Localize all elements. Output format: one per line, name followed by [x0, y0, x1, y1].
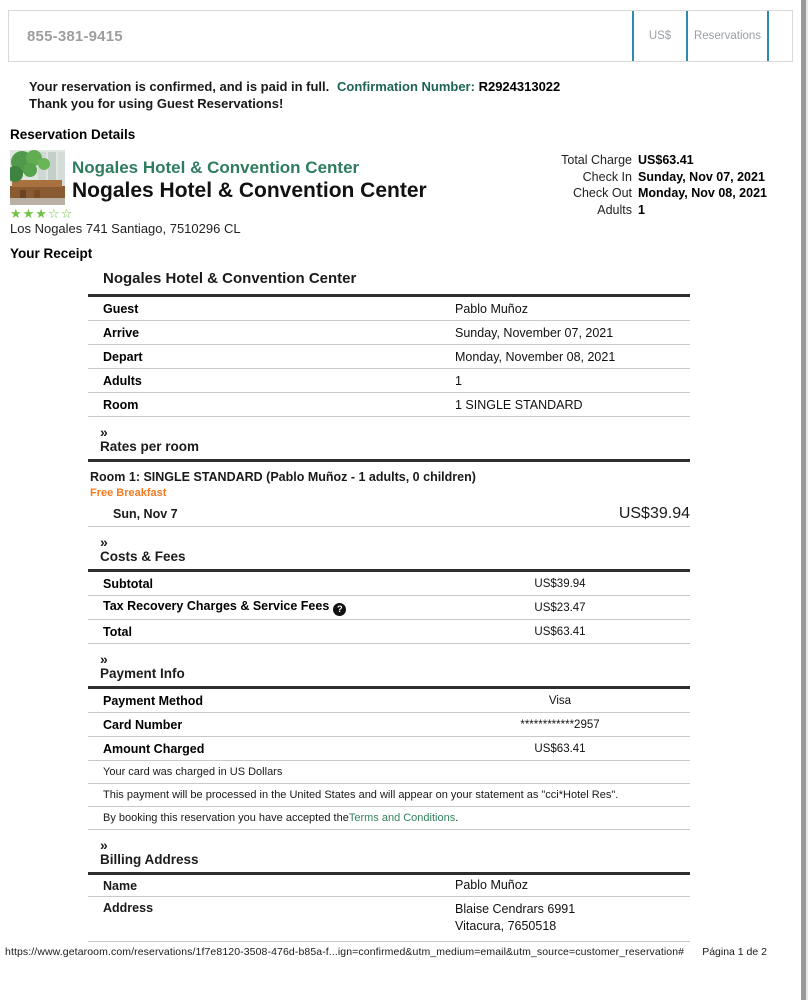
reservation-details-table — [88, 297, 690, 417]
row-label: Subtotal — [103, 576, 153, 591]
address-line1: Blaise Cendrars 6991 — [455, 902, 576, 916]
billing-row-address — [88, 897, 690, 942]
nightly-rate-row — [88, 501, 690, 527]
cost-row-total — [88, 620, 690, 644]
hotel-name-block — [72, 158, 427, 203]
currency-selector[interactable] — [632, 11, 686, 61]
row-label: Address — [103, 901, 154, 915]
chevrons-right-icon: » — [100, 651, 108, 667]
summary-value: Sunday, Nov 07, 2021 — [638, 169, 765, 184]
stars-empty-icon: ☆☆ — [47, 206, 74, 221]
row-label: Card Number — [103, 717, 183, 732]
row-value: Pablo Muñoz — [455, 878, 528, 892]
note-text: . — [455, 812, 459, 824]
hotel-name-link[interactable]: Nogales Hotel & Convention Center — [72, 158, 360, 177]
summary-label: Adults — [597, 202, 632, 217]
chevrons-right-icon: » — [100, 534, 108, 550]
row-value: US$63.41 — [534, 625, 586, 638]
row-value: Sunday, November 07, 2021 — [455, 325, 614, 340]
row-label — [88, 599, 430, 616]
note-text: By booking this reservation you have accepted the — [103, 812, 349, 824]
your-receipt-title: Your Receipt — [10, 246, 93, 261]
tax-fees-label: Tax Recovery Charges & Service Fees — [103, 599, 330, 613]
row-value: US$39.94 — [534, 577, 586, 590]
summary-label: Check In — [582, 169, 632, 184]
billing-heading: Billing Address — [100, 852, 199, 867]
payment-row-amount-charged — [88, 737, 690, 761]
costs-heading: Costs & Fees — [100, 549, 186, 564]
scrollbar-track[interactable] — [801, 0, 808, 1000]
confirmation-message — [29, 78, 329, 112]
payment-heading: Payment Info — [100, 666, 185, 681]
payment-row-method — [88, 689, 690, 713]
summary-row-adults — [420, 202, 780, 219]
summary-row-total-charge — [420, 152, 780, 169]
stay-summary — [420, 152, 780, 218]
address-line2: Vitacura, 7650518 — [455, 919, 557, 933]
scrollbar-thumb[interactable] — [801, 0, 806, 1000]
hotel-address: Los Nogales 741 Santiago, 7510296 CL — [10, 221, 241, 236]
hotel-name-heading: Nogales Hotel & Convention Center — [72, 179, 427, 202]
payment-note-statement — [88, 784, 690, 807]
receipt-hotel-title: Nogales Hotel & Convention Center — [103, 270, 357, 287]
reservations-menu[interactable] — [686, 11, 769, 61]
divider — [88, 459, 690, 462]
row-label: Payment Method — [103, 693, 204, 708]
table-row-adults — [88, 369, 690, 393]
header-spacer — [769, 11, 792, 61]
table-row-room — [88, 393, 690, 417]
row-value: 1 SINGLE STANDARD — [455, 397, 583, 412]
note-text: Your card was charged in US Dollars — [103, 766, 283, 778]
footer-url: https://www.getaroom.com/reservations/1f7e8120-3508-476d-b85a-f...ign=confirmed&utm_medium=email&utm_source=customer_reservation# — [5, 946, 685, 958]
row-value: Visa — [548, 694, 572, 707]
table-row-guest — [88, 297, 690, 321]
payment-row-card-number — [88, 713, 690, 737]
night-amount: US$39.94 — [618, 504, 690, 522]
costs-section-header — [88, 534, 690, 565]
chevrons-right-icon: » — [100, 424, 108, 440]
confirmation-number-block — [337, 78, 560, 95]
summary-value: US$63.41 — [638, 153, 694, 167]
stars-filled-icon: ★★★ — [10, 206, 48, 221]
note-text: This payment will be processed in the United States and will appear on your statement as "cci*Hotel Res". — [103, 789, 619, 801]
print-footer — [5, 946, 795, 958]
reservations-label: Reservations — [693, 30, 762, 42]
row-label: Name — [103, 878, 138, 893]
page-number: Página 1 de 2 — [702, 946, 767, 958]
payment-note-currency — [88, 761, 690, 784]
row-label: Arrive — [103, 325, 140, 340]
night-date: Sun, Nov 7 — [113, 506, 178, 521]
summary-label: Total Charge — [561, 153, 632, 167]
cost-row-subtotal — [88, 572, 690, 596]
summary-row-check-in — [420, 169, 780, 186]
terms-and-conditions-link[interactable]: Terms and Conditions — [348, 812, 456, 824]
row-label: Amount Charged — [103, 741, 205, 756]
payment-section-header — [88, 651, 690, 682]
summary-label: Check Out — [572, 186, 632, 200]
payment-note-terms — [88, 807, 690, 830]
help-icon[interactable]: ? — [333, 603, 346, 616]
top-header-bar — [8, 10, 793, 62]
confirmation-line1: Your reservation is confirmed, and is paid in full. — [29, 79, 330, 94]
room-description: Room 1: SINGLE STANDARD (Pablo Muñoz - 1 adults, 0 children) — [90, 470, 476, 484]
reservation-details-title: Reservation Details — [10, 127, 136, 142]
chevrons-right-icon: » — [100, 837, 108, 853]
currency-label: US$ — [648, 30, 672, 42]
row-value: Monday, November 08, 2021 — [455, 349, 616, 364]
row-label: Room — [103, 397, 139, 412]
rates-heading: Rates per room — [100, 439, 200, 454]
row-value: ************2957 — [520, 718, 600, 731]
summary-value: Monday, Nov 08, 2021 — [638, 186, 767, 200]
confirmation-number-label: Confirmation Number: — [337, 79, 475, 94]
row-label: Guest — [103, 301, 139, 316]
hotel-photo — [10, 150, 65, 205]
row-value: US$63.41 — [534, 742, 586, 755]
row-label: Total — [103, 624, 132, 639]
receipt-body — [88, 270, 690, 942]
star-rating — [10, 206, 73, 222]
row-value — [455, 901, 690, 935]
free-breakfast-badge: Free Breakfast — [90, 487, 167, 499]
rates-section-header — [88, 424, 690, 455]
table-row-arrive — [88, 321, 690, 345]
row-label: Depart — [103, 349, 143, 364]
row-value: Pablo Muñoz — [455, 301, 528, 316]
cost-row-tax-fees — [88, 596, 690, 620]
support-phone-number: 855-381-9415 — [27, 27, 123, 45]
row-label: Adults — [103, 373, 142, 388]
confirmation-line2: Thank you for using Guest Reservations! — [29, 96, 284, 111]
row-value: US$23.47 — [534, 601, 586, 614]
row-value: 1 — [455, 373, 462, 388]
table-row-depart — [88, 345, 690, 369]
confirmation-number-value: R2924313022 — [478, 79, 561, 94]
billing-row-name — [88, 875, 690, 897]
billing-section-header — [88, 837, 690, 868]
summary-row-check-out — [420, 185, 780, 202]
summary-value: 1 — [638, 202, 645, 217]
